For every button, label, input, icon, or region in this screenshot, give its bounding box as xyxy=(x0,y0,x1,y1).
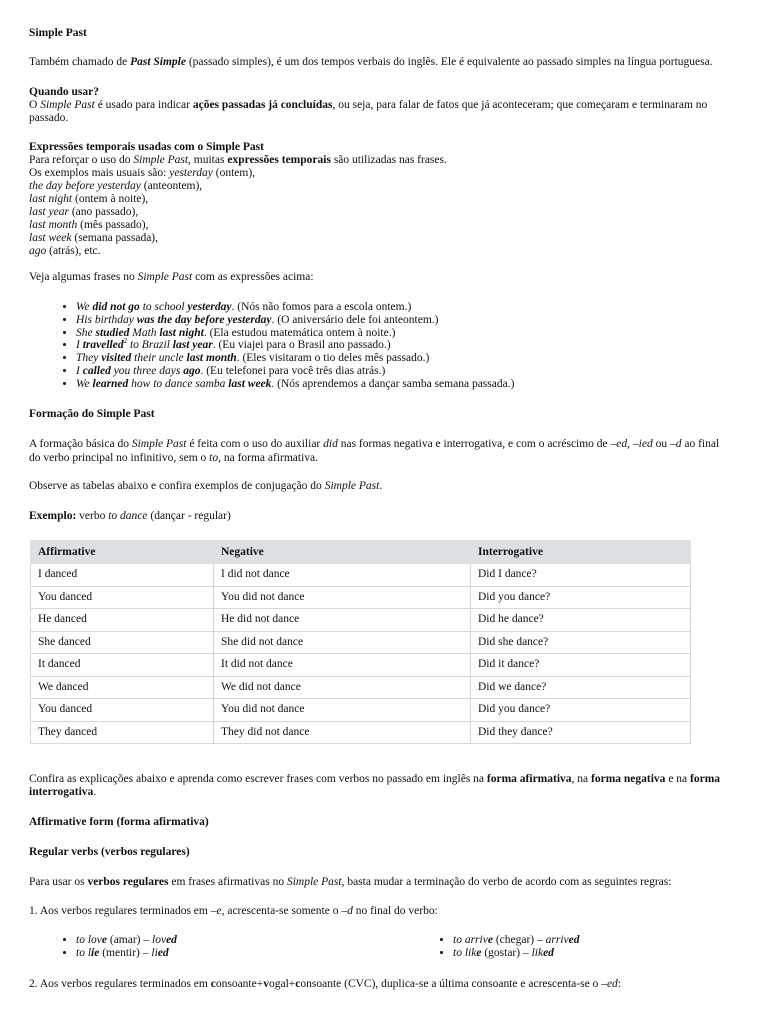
quando-usar-heading: Quando usar? xyxy=(29,86,99,98)
cell: Did you dance? xyxy=(471,699,691,722)
cell: You did not dance xyxy=(214,699,471,722)
header-interrogative: Interrogative xyxy=(471,541,691,564)
cell: You danced xyxy=(31,586,214,609)
observe-paragraph: Observe as tabelas abaixo e confira exemplos de conjugação do Simple Past. xyxy=(29,480,383,492)
cell: They did not dance xyxy=(214,721,471,744)
expressoes-section: Expressões temporais usadas com o Simple Past Para reforçar o uso do Simple Past, muitas expressões temporais são utilizadas nas frases. Os exemplos mais usuais são: yesterday (ontem), the day before yesterday (anteontem), last night (ontem à noite), last year (ano passado), last month (mês passado), last week (semana passada), ago (atrás), etc. xyxy=(29,141,447,257)
exemplo-line: Exemplo: verbo to dance (dançar - regular) xyxy=(29,510,231,522)
table-row xyxy=(31,699,691,722)
expression-item: last week (semana passada), xyxy=(29,232,159,244)
cell: Did they dance? xyxy=(471,721,691,744)
cell: We danced xyxy=(31,676,214,699)
rule-1-paragraph: 1. Aos verbos regulares terminados em –e, acrescenta-se somente o –d no final do verbo: xyxy=(29,905,438,917)
cell: You did not dance xyxy=(214,586,471,609)
expressoes-heading: Expressões temporais usadas com o Simple Past xyxy=(29,141,264,153)
list-item: • to lie (mentir) – lied xyxy=(76,947,177,960)
expression-item: last night (ontem à noite), xyxy=(29,193,149,205)
expression-item: ago (atrás), etc. xyxy=(29,245,101,257)
expression-item: the day before yesterday (anteontem), xyxy=(29,180,203,192)
regular-verbs-paragraph: Para usar os verbos regulares em frases afirmativas no Simple Past, basta mudar a terminação do verbo de acordo com as seguintes regras: xyxy=(29,876,672,888)
cell: Did it dance? xyxy=(471,654,691,677)
veja-paragraph: Veja algumas frases no Simple Past com as expressões acima: xyxy=(29,271,314,283)
cell: He danced xyxy=(31,609,214,632)
expression-item: last month (mês passado), xyxy=(29,219,149,231)
cell: Did he dance? xyxy=(471,609,691,632)
table-row xyxy=(31,586,691,609)
rule-1-list-right xyxy=(406,934,579,960)
table-row xyxy=(31,564,691,587)
list-item: • to love (amar) – loved xyxy=(76,934,177,947)
example-list xyxy=(29,301,514,391)
list-item: • His birthday was the day before yesterday. (O aniversário dele foi anteontem.) xyxy=(76,314,514,327)
table-row xyxy=(31,631,691,654)
cell: Did you dance? xyxy=(471,586,691,609)
table-row xyxy=(31,654,691,677)
cell: It did not dance xyxy=(214,654,471,677)
table-row xyxy=(31,676,691,699)
confira-paragraph: Confira as explicações abaixo e aprenda como escrever frases com verbos no passado em inglês na forma afirmativa, na forma negativa e na forma interrogativa. xyxy=(29,773,721,798)
cell: You danced xyxy=(31,699,214,722)
formacao-heading: Formação do Simple Past xyxy=(29,408,155,420)
cell: She danced xyxy=(31,631,214,654)
cell: It danced xyxy=(31,654,214,677)
cell: Did she dance? xyxy=(471,631,691,654)
cell: I did not dance xyxy=(214,564,471,587)
cell: We did not dance xyxy=(214,676,471,699)
formacao-paragraph: A formação básica do Simple Past é feita com o uso do auxiliar did nas formas negativa e interrogativa, e com o acréscimo de –ed, –ied ou –d ao final do verbo principal no infinitivo, sem o to, na forma afirmativa. xyxy=(29,438,720,464)
table-header-row xyxy=(31,541,691,564)
cell: She did not dance xyxy=(214,631,471,654)
list-item: • to arrive (chegar) – arrived xyxy=(453,934,579,947)
list-item: • to like (gostar) – liked xyxy=(453,947,579,960)
conjugation-table xyxy=(30,540,691,744)
list-item: • I travelled$^2$ to Brazil last year. (Eu viajei para o Brasil ano passado.) xyxy=(76,339,514,352)
list-item: • She studied Math last night. (Ela estudou matemática ontem à noite.) xyxy=(76,327,514,340)
list-item: • We did not go to school yesterday. (Nós não fomos para a escola ontem.) xyxy=(76,301,514,314)
header-affirmative: Affirmative xyxy=(31,541,214,564)
affirmative-heading: Affirmative form (forma afirmativa) xyxy=(29,816,209,828)
quando-usar-section: Quando usar? O Simple Past é usado para indicar ações passadas já concluídas, ou seja, para falar de fatos que já aconteceram; que começaram e terminaram no passado. xyxy=(29,86,708,124)
page-title: Simple Past xyxy=(29,27,87,39)
expression-item: last year (ano passado), xyxy=(29,206,139,218)
table-row xyxy=(31,721,691,744)
cell: He did not dance xyxy=(214,609,471,632)
cell: Did I dance? xyxy=(471,564,691,587)
intro-paragraph: Também chamado de Past Simple (passado simples), é um dos tempos verbais do inglês. Ele é equivalente ao passado simples na língua portuguesa. xyxy=(29,56,713,68)
cell: I danced xyxy=(31,564,214,587)
cell: Did we dance? xyxy=(471,676,691,699)
list-item: • They visited their uncle last month. (Eles visitaram o tio deles mês passado.) xyxy=(76,352,514,365)
header-negative: Negative xyxy=(214,541,471,564)
rule-1-list-left xyxy=(29,934,177,960)
table-row xyxy=(31,609,691,632)
regular-verbs-heading: Regular verbs (verbos regulares) xyxy=(29,846,190,858)
rule-2-paragraph: 2. Aos verbos regulares terminados em consoante+vogal+consoante (CVC), duplica-se a última consoante e acrescenta-se o –ed: xyxy=(29,978,621,990)
list-item: • We learned how to dance samba last week. (Nós aprendemos a dançar samba semana passada.) xyxy=(76,378,514,391)
list-item: • I called you three days ago. (Eu telefonei para você três dias atrás.) xyxy=(76,365,514,378)
cell: They danced xyxy=(31,721,214,744)
